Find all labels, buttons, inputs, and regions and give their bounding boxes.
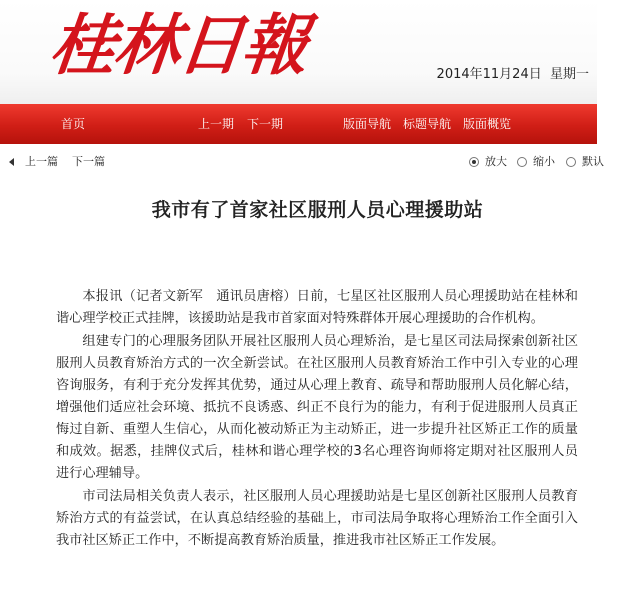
masthead	[0, 0, 597, 104]
weekday-value: 星期一	[549, 67, 589, 82]
font-default-radio[interactable]	[566, 157, 576, 167]
font-small-label[interactable]: 缩小	[533, 155, 555, 168]
nav-layout-link[interactable]: 版面导航	[343, 117, 392, 131]
nav-home-link[interactable]: 首页	[61, 117, 86, 131]
main-nav-bar	[0, 104, 597, 144]
article-paragraph: 组建专门的心理服务团队开展社区服刑人员心理矫治，是七星区司法局探索创新社区服刑人员教育矫治方式的一次全新尝试。在社区服刑人员教育矫治工作中引入专业的心理咨询服务，有利于充分发挥其优势，通过从心理上教育、疏导和帮助服刑人员化解心结，增强他们适应社会环境、抵抗不良诱惑、纠正不良行为的能力，有利于促进服刑人员真正悔过自新、重塑人生信心，从而化被动矫正为主动矫正，进一步提升社区矫正工作的质量和成效。据悉，挂牌仪式后，桂林和谐心理学校的3名心理咨询师将定期对社区服刑人员进行心理辅导。	[56, 334, 578, 481]
article-paragraph: 本报讯（记者文新军 通讯员唐榕）日前，七星区社区服刑人员心理援助站在桂林和谐心理学校正式挂牌，该援助站是我市首家面对特殊群体开展心理援助的合作机构。	[56, 289, 578, 326]
article-paragraph: 市司法局相关负责人表示，社区服刑人员心理援助站是七星区创新社区服刑人员教育矫治方式的有益尝试，在认真总结经验的基础上，市司法局争取将心理矫治工作全面引入我市社区矫正工作中，不断提高教育矫治质量，推进我市社区矫正工作发展。	[56, 489, 578, 548]
nav-overview-link[interactable]: 版面概览	[463, 117, 512, 131]
issue-date	[437, 63, 589, 82]
article-title: 我市有了首家社区服刑人员心理援助站	[151, 199, 484, 221]
triangle-left-icon[interactable]	[9, 158, 14, 166]
font-large-radio[interactable]	[469, 157, 479, 167]
nav-next-issue-link[interactable]: 下一期	[247, 117, 284, 131]
newspaper-logo[interactable]: 桂林日報	[45, 6, 311, 84]
date-value: 2014年11月24日	[436, 67, 542, 82]
nav-title-link[interactable]: 标题导航	[403, 117, 452, 131]
nav-prev-issue-link[interactable]: 上一期	[198, 117, 235, 131]
font-small-radio[interactable]	[517, 157, 527, 167]
next-article-link[interactable]: 下一篇	[72, 155, 105, 168]
article-toolbar	[0, 144, 604, 180]
font-default-label[interactable]: 默认	[582, 155, 604, 168]
article-body	[56, 286, 578, 553]
prev-article-link[interactable]: 上一篇	[25, 155, 58, 168]
font-large-label[interactable]: 放大	[485, 155, 507, 168]
